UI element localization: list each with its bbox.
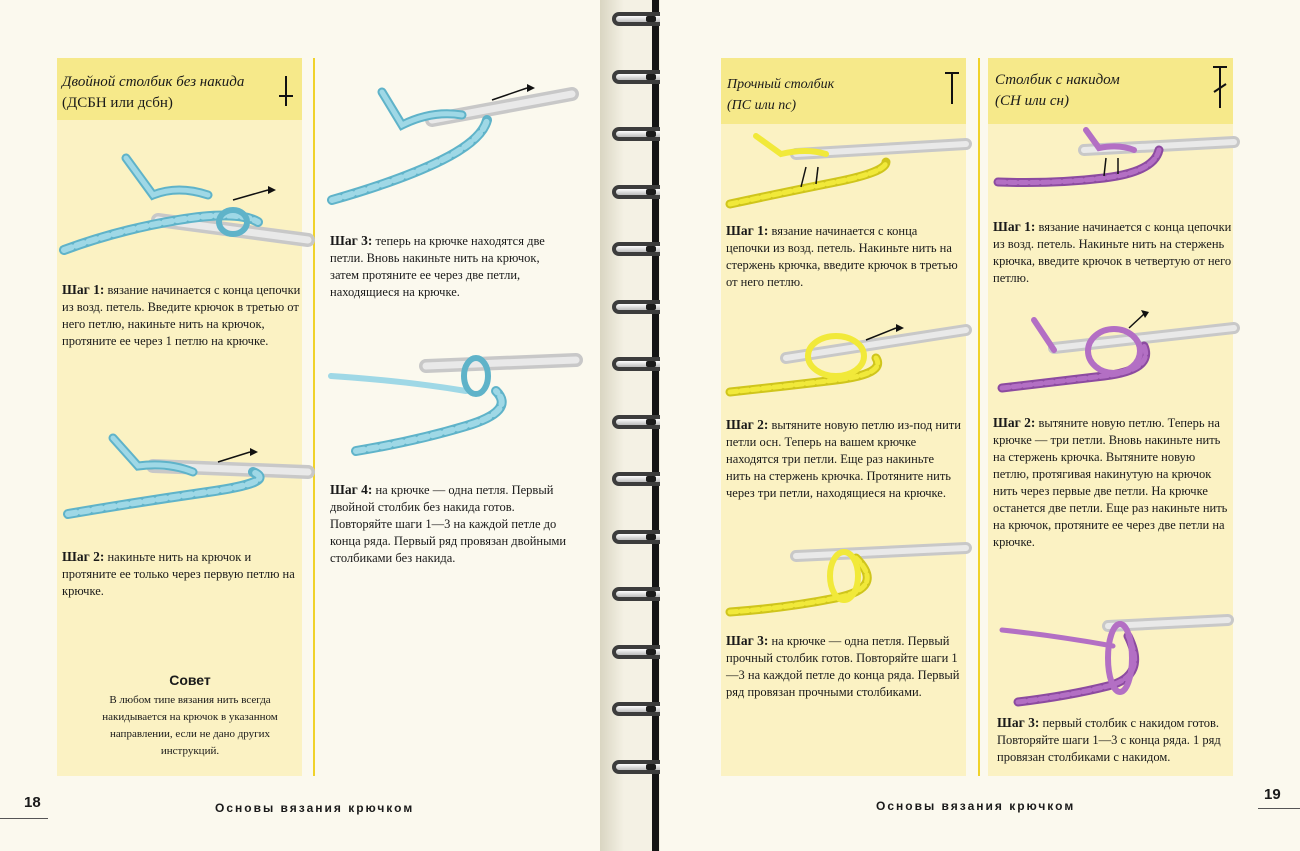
ps-step2-illustration xyxy=(726,318,966,408)
ps-step1: Шаг 1: вязание начинается с конца цепочки из возд. петель. Накиньте нить на стержень крючка, введите крючок в третью от него петлю. xyxy=(726,223,958,289)
ps-symbol-icon xyxy=(942,70,962,106)
ps-step3-illustration xyxy=(726,536,966,626)
right-footer: Основы вязания крючком xyxy=(876,799,1076,813)
spiral-hole xyxy=(646,534,656,540)
sn-step1: Шаг 1: вязание начинается с конца цепочки из возд. петель. Накиньте нить на стержень крючка, введите крючок в четвертую от него петлю. xyxy=(993,219,1232,285)
spiral-hole xyxy=(646,246,656,252)
sn-title: Столбик с накидом (СН или сн) xyxy=(995,72,1120,109)
left-page-number: 18 xyxy=(24,794,41,811)
dsbn-step2: Шаг 2: накиньте нить на крючок и протяните ее только через первую петлю на крючке. xyxy=(62,549,295,598)
ps-title: Прочный столбик (ПС или пс) xyxy=(727,77,835,113)
ps-step2: Шаг 2: вытяните новую петлю из-под нити петли осн. Теперь на вашем крючке находятся три петли. Еще раз накиньте нить на стержень крючка. Протяните нить через три петли, находящиеся на крючке. xyxy=(726,417,961,500)
tip-title: Совет xyxy=(169,672,211,688)
sn-step2-illustration xyxy=(994,306,1234,396)
sn-step3: Шаг 3: первый столбик с накидом готов. Повторяйте шаги 1—3 с конца ряда. 1 ряд провязан столбиками с накидом. xyxy=(997,715,1221,764)
dsbn-symbol-icon xyxy=(276,74,296,108)
sn-step2: Шаг 2: вытяните новую петлю. Теперь на крючке — три петли. Вновь накиньте нить на стержень крючка. Вытяните новую петлю, протягивая накинутую на крючок нить через первые две петли. На крючке останется две петли. Еще раз накиньте нить на крючок, протяните ее через две петли на крючке. xyxy=(993,415,1228,549)
spiral-hole xyxy=(646,591,656,597)
sn-symbol-icon xyxy=(1210,64,1230,110)
spiral-hole xyxy=(646,764,656,770)
ps-step3: Шаг 3: на крючке — одна петля. Первый прочный столбик готов. Повторяйте шаги 1—3 на каждой петле до конца ряда. Первый ряд провязан прочными столбиками. xyxy=(726,633,960,699)
spiral-hole xyxy=(646,706,656,712)
left-footer: Основы вязания крючком xyxy=(215,801,415,815)
spiral-hole xyxy=(646,74,656,80)
dsbn-step4: Шаг 4: на крючке — одна петля. Первый двойной столбик без накида готов. Повторяйте шаги 1—3 на каждой петле до конца ряда. Первый ряд провязан двойными столбиками без накида. xyxy=(330,482,567,565)
dsbn-step4-illustration xyxy=(326,346,586,456)
right-footer-rule xyxy=(1258,808,1300,809)
spiral-hole xyxy=(646,16,656,22)
spiral-hole xyxy=(646,649,656,655)
tip-text: В любом типе вязания нить всегда накидывается на крючок в указанном направлении, если не дано других инструкций. xyxy=(102,694,278,757)
spiral-hole xyxy=(646,304,656,310)
dsbn-step3: Шаг 3: теперь на крючке находятся две петли. Вновь накиньте нить на крючок, затем протяните ее через две петли, находящиеся на крючке. xyxy=(330,233,545,299)
dsbn-step3-illustration xyxy=(322,80,582,220)
spiral-hole xyxy=(646,361,656,367)
dsbn-step1-illustration xyxy=(58,150,308,270)
spiral-hole xyxy=(646,189,656,195)
spiral-hole xyxy=(646,419,656,425)
right-page-number: 19 xyxy=(1264,786,1281,803)
dsbn-step2-illustration xyxy=(58,432,308,532)
spiral-hole xyxy=(646,131,656,137)
sn-step3-illustration xyxy=(998,606,1238,706)
dsbn-step1: Шаг 1: вязание начинается с конца цепочки из возд. петель. Введите крючок в третью от него петлю, накиньте нить на крючок, протяните ее через 1 петлю на крючке. xyxy=(62,282,301,348)
right-column-divider xyxy=(978,58,980,776)
dsbn-title: Двойной столбик без накида (ДСБН или дсбн) xyxy=(62,74,245,111)
spiral-hole xyxy=(646,476,656,482)
ps-step1-illustration xyxy=(726,132,966,212)
sn-step1-illustration xyxy=(994,126,1234,196)
left-page xyxy=(0,0,612,851)
right-page xyxy=(660,0,1300,851)
left-column-divider xyxy=(313,58,315,776)
left-footer-rule xyxy=(0,818,48,819)
